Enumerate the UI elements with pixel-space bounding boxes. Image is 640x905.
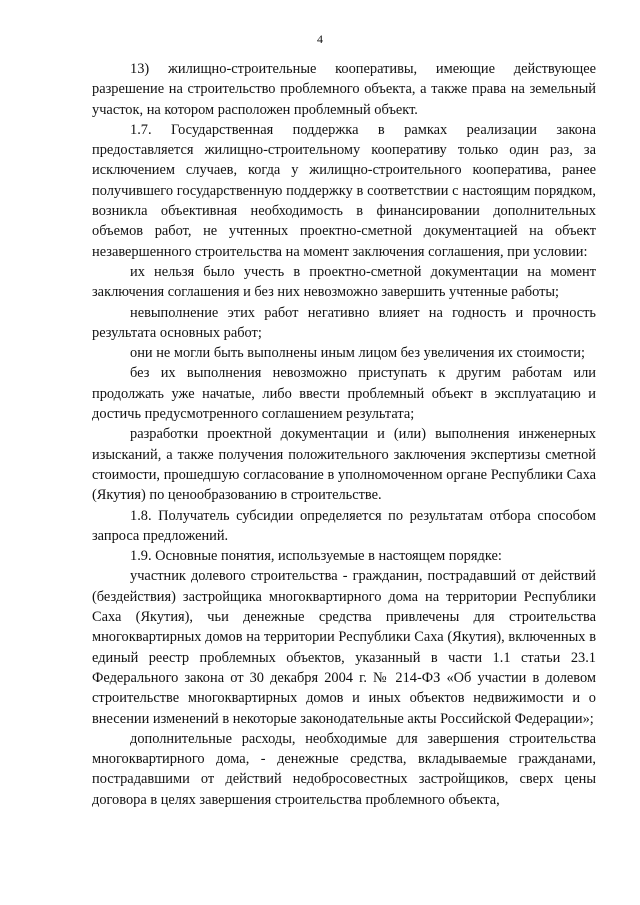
page-number: 4 (317, 32, 323, 46)
condition-paragraph: невыполнение этих работ негативно влияет на годность и прочность результата основных работ; (92, 304, 596, 341)
paragraph-1-7: 1.7. Государственная поддержка в рамках реализации закона предоставляется жилищно-строительному кооперативу только один раз, за исключением случаев, когда у жилищно-строительного кооператива, ранее получившего государственную поддержку в соответствии с настоящим порядком, возникла объективная необходимость в финансировании дополнительных объемов работ, не учтенных проектно-сметной документацией на объект незавершенного строительства на момент заключения соглашения, при условии: (92, 121, 596, 260)
definition-paragraph: дополнительные расходы, необходимые для завершения строительства многоквартирного дома, - денежные средства, вкладываемые гражданами, пострадавшими от действий недобросовестных застройщиков, сверх цены договора в целях завершения строительства проблемного объекта, (92, 730, 596, 808)
paragraph-1-8: 1.8. Получатель субсидии определяется по результатам отбора способом запроса предложений. (92, 507, 596, 544)
condition-paragraph: разработки проектной документации и (или) выполнения инженерных изысканий, а также получения положительного заключения экспертизы сметной стоимости, прошедшую согласование в уполномоченном органе Республики Саха (Якутия) по ценообразованию в строительстве. (92, 426, 596, 504)
paragraph-item-13: 13) жилищно-строительные кооперативы, имеющие действующее разрешение на строительство проблемного объекта, а также права на земельный участок, на котором расположен проблемный объект. (92, 61, 596, 118)
document-body (92, 59, 596, 810)
paragraph-1-9: 1.9. Основные понятия, используемые в настоящем порядке: (130, 548, 502, 565)
definition-paragraph: участник долевого строительства - гражданин, пострадавший от действий (бездействия) застройщика многоквартирного дома на территории Республики Саха (Якутия), чьи денежные средства привлечены для строительства многоквартирных домов на территории Республики Саха (Якутия), включенных в единый реестр проблемных объектов, указанный в части 1.1 статьи 23.1 Федерального закона от 30 декабря 2004 г. № 214-ФЗ «Об участии в долевом строительстве многоквартирных домов и иных объектов недвижимости и о внесении изменений в некоторые законодательные акты Российской Федерации»; (92, 568, 596, 727)
condition-paragraph: их нельзя было учесть в проектно-сметной документации на момент заключения соглашения и без них невозможно завершить учтенные работы; (92, 263, 596, 301)
condition-paragraph: без их выполнения невозможно приступать к другим работам или продолжать уже начатые, либо ввести проблемный объект в эксплуатацию и достичь предусмотренного соглашением результата; (92, 365, 596, 423)
condition-paragraph: они не могли быть выполнены иным лицом без увеличения их стоимости; (130, 345, 585, 362)
